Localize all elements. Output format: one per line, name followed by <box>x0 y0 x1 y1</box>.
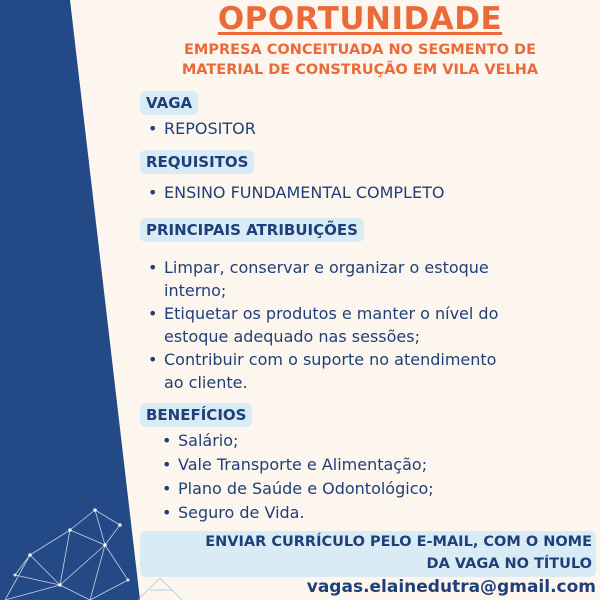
navy-side-panel <box>0 0 140 600</box>
list-item: • Seguro de Vida. <box>162 501 582 525</box>
application-instructions <box>140 531 596 577</box>
atribuicoes-label: PRINCIPAIS ATRIBUIÇÕES <box>140 218 364 242</box>
contact-email: vagas.elainedutra@gmail.com <box>306 577 596 597</box>
list-item-line: estoque adequado nas sessões; <box>164 327 420 346</box>
list-item: • Salário; <box>162 429 582 453</box>
company-subtitle <box>130 40 590 80</box>
list-item <box>148 256 593 302</box>
list-item: • REPOSITOR <box>148 117 588 140</box>
list-item-line: Limpar, conservar e organizar o estoque <box>164 258 489 277</box>
list-item-line: Contribuir com o suporte no atendimento <box>164 350 497 369</box>
cta-line: ENVIAR CURRÍCULO PELO E-MAIL, COM O NOME <box>205 534 592 550</box>
list-item: • Plano de Saúde e Odontológico; <box>162 477 582 501</box>
list-item <box>148 348 593 394</box>
list-item <box>148 302 593 348</box>
atribuicoes-list <box>148 256 593 394</box>
requisitos-label: REQUISITOS <box>140 150 254 174</box>
page-title: OPORTUNIDADE <box>217 1 503 37</box>
vaga-list <box>148 117 588 140</box>
requisitos-list <box>148 181 588 204</box>
list-item-line: interno; <box>164 281 227 300</box>
beneficios-label: BENEFÍCIOS <box>140 403 252 427</box>
list-item: • ENSINO FUNDAMENTAL COMPLETO <box>148 181 588 204</box>
subtitle-line: MATERIAL DE CONSTRUÇÃO EM VILA VELHA <box>181 62 539 78</box>
list-item-line: ao cliente. <box>164 373 248 392</box>
subtitle-line: EMPRESA CONCEITUADA NO SEGMENTO DE <box>184 42 536 58</box>
vaga-label: VAGA <box>140 91 198 115</box>
list-item-line: Etiquetar os produtos e manter o nível do <box>164 304 499 323</box>
cta-line: DA VAGA NO TÍTULO <box>426 556 592 572</box>
beneficios-list <box>162 429 582 525</box>
list-item: • Vale Transporte e Alimentação; <box>162 453 582 477</box>
